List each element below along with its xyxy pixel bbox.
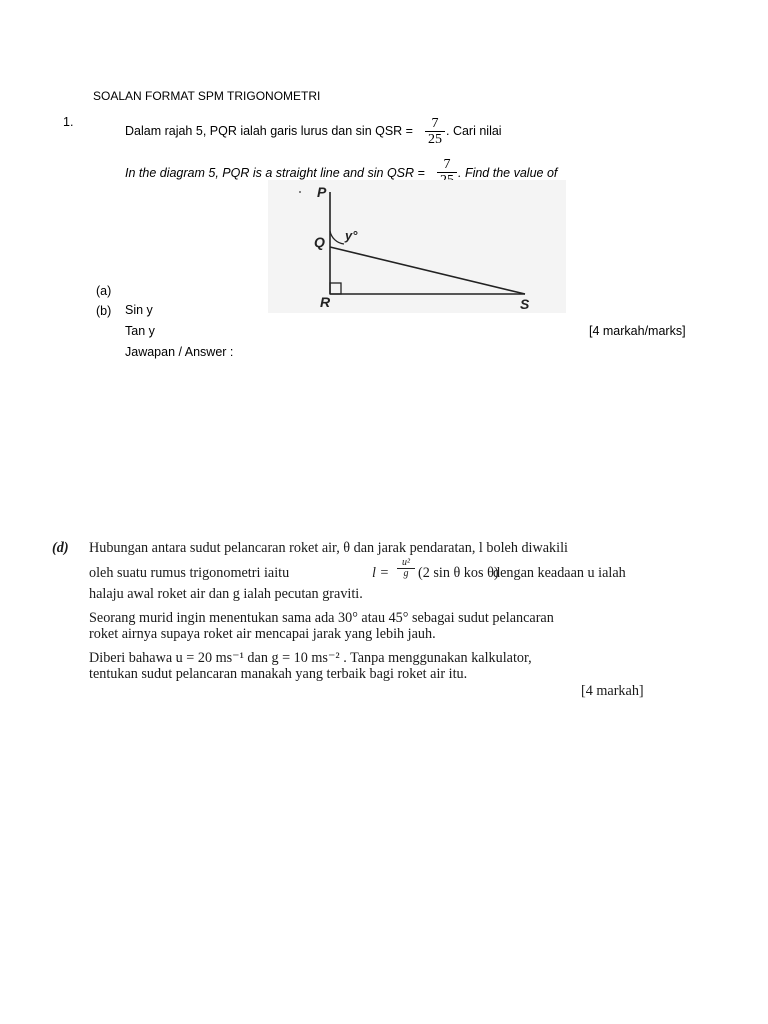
question-text-malay-post: . Cari nilai (446, 124, 502, 138)
question-text-english-post: . Find the value of (458, 166, 558, 180)
scan-formula-fraction (397, 558, 415, 579)
scan-line-3: halaju awal roket air dan g ialah pecutan graviti. (89, 586, 363, 602)
scan-line-4: Seorang murid ingin menentukan sama ada 30° atau 45° sebagai sudut pelancaran (89, 610, 554, 626)
tan-y-text: Tan y (125, 324, 155, 338)
part-b-text: Sin y (125, 303, 153, 317)
scan-line-1: Hubungan antara sudut pelancaran roket air, θ dan jarak pendaratan, l boleh diwakili (89, 540, 568, 556)
scan-formula-den: g (403, 568, 409, 579)
question-text-malay (125, 124, 413, 138)
part-a-label: (a) (96, 284, 112, 298)
label-q: Q (314, 234, 325, 250)
fraction-numerator-english: 7 (437, 157, 457, 173)
question-number: 1. (63, 115, 74, 129)
scan-formula-num: u² (397, 558, 415, 569)
question-text-malay-pre: Dalam rajah 5, PQR ialah garis lurus dan sin QSR = (125, 124, 413, 138)
fraction-sin-qsr (425, 116, 445, 147)
label-angle-y: y° (345, 228, 358, 243)
page-title: SOALAN FORMAT SPM TRIGONOMETRI (93, 89, 321, 103)
scanned-question-d (52, 535, 664, 705)
scan-line-6: Diberi bahawa u = 20 ms⁻¹ dan g = 10 ms⁻² . Tanpa menggunakan kalkulator, (89, 650, 532, 666)
question-text-english-pre: In the diagram 5, PQR is a straight line and sin QSR = (125, 166, 425, 180)
scan-formula-lhs: l = (372, 565, 390, 581)
scan-marks: [4 markah] (581, 683, 644, 699)
label-r: R (320, 294, 331, 310)
question-text-english (125, 166, 425, 180)
triangle-diagram (268, 180, 566, 313)
fraction-denominator: 25 (428, 132, 442, 147)
scan-line-7: tentukan sudut pelancaran manakah yang terbaik bagi roket air itu. (89, 666, 468, 682)
label-p: P (317, 184, 327, 200)
scan-line-2-pre: oleh suatu rumus trigonometri iaitu (89, 565, 290, 581)
answer-label: Jawapan / Answer : (125, 345, 234, 359)
part-b-label: (b) (96, 304, 112, 318)
fraction-numerator: 7 (425, 116, 445, 132)
fraction-sin-qsr-english (437, 157, 457, 180)
scan-line-2-post: dengan keadaan u ialah (493, 565, 626, 581)
scan-formula-rhs: (2 sin θ kos θ) (418, 565, 499, 581)
triangle-diagram-svg (268, 180, 566, 313)
marks-label: [4 markah/marks] (589, 324, 686, 338)
scan-label-d: (d) (52, 540, 69, 556)
scan-line-5: roket airnya supaya roket air mencapai jarak yang lebih jauh. (89, 626, 436, 642)
label-s: S (520, 296, 530, 312)
